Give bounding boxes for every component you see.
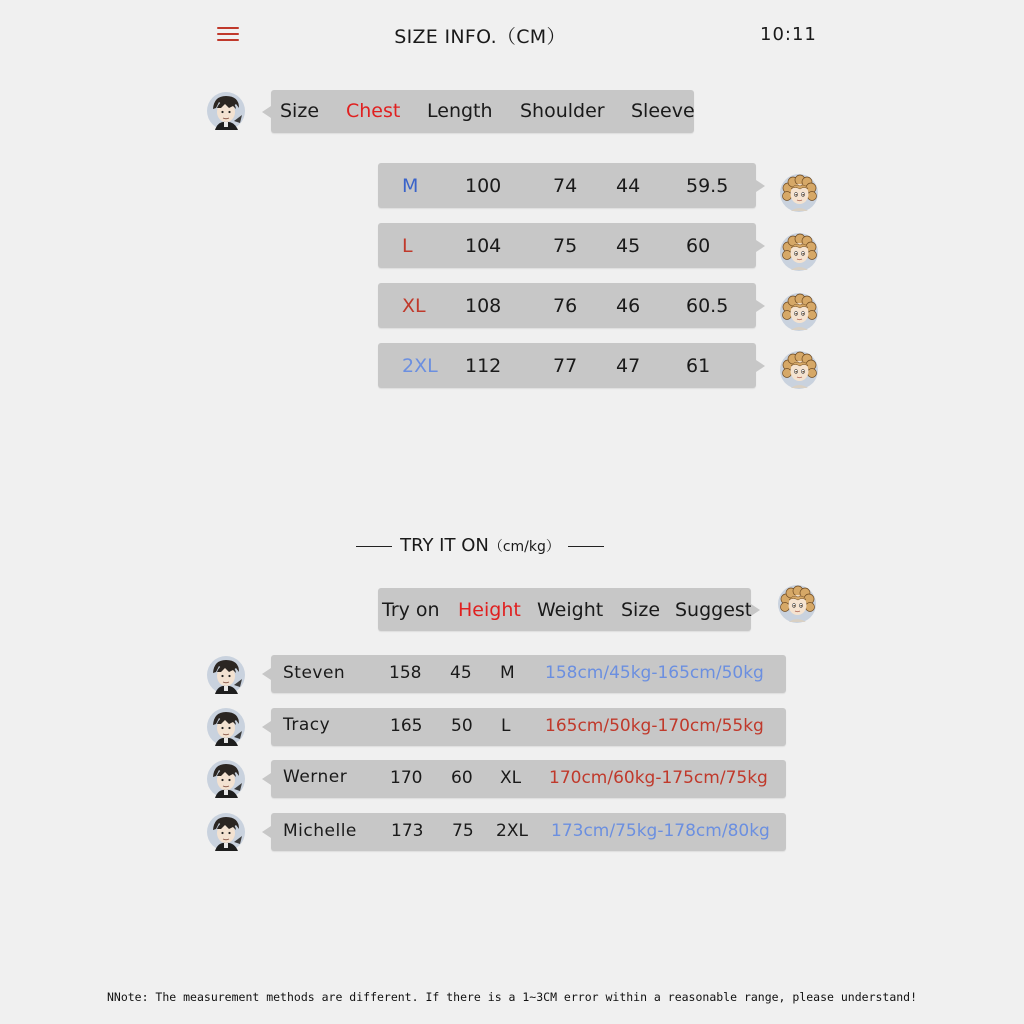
size-row-m (378, 163, 756, 208)
column-header-shoulder: Shoulder (520, 100, 605, 122)
weight-value: 50 (451, 716, 473, 736)
suggest-value: 165cm/50kg-170cm/55kg (545, 716, 764, 736)
column-header-height: Height (458, 599, 521, 621)
avatar-curly-hair (779, 292, 819, 332)
avatar-dark-hair (206, 91, 246, 131)
avatar-curly-hair (779, 350, 819, 390)
column-header-suggest: Suggest (675, 599, 753, 621)
avatar-dark-hair (206, 759, 246, 799)
size-label: XL (402, 295, 426, 317)
chest-value: 100 (465, 175, 502, 197)
sleeve-value: 60.5 (686, 295, 729, 317)
height-value: 170 (390, 768, 423, 788)
column-header-sleeve: Sleeve (631, 100, 695, 122)
size-label: 2XL (402, 355, 438, 377)
person-name: Michelle (283, 821, 357, 841)
column-header-size: Size (621, 599, 661, 621)
avatar-curly-hair (777, 584, 817, 624)
shoulder-value: 47 (616, 355, 641, 377)
weight-value: 75 (452, 821, 474, 841)
try-on-row-tracy (271, 708, 786, 746)
try-on-row-michelle (271, 813, 786, 851)
height-value: 165 (390, 716, 423, 736)
person-name: Werner (283, 767, 348, 787)
try-on-row-werner (271, 760, 786, 798)
person-name: Steven (283, 663, 346, 683)
column-header-size: Size (280, 100, 320, 122)
length-value: 74 (553, 175, 578, 197)
weight-value: 45 (450, 663, 472, 683)
divider-right (568, 546, 604, 547)
measurement-note: NNote: The measurement methods are different. If there is a 1~3CM error within a reasonable range, please understand! (106, 990, 918, 1004)
column-header-length: Length (427, 100, 493, 122)
sleeve-value: 61 (686, 355, 711, 377)
avatar-curly-hair (779, 232, 819, 272)
size-label: M (402, 175, 419, 197)
chest-value: 112 (465, 355, 502, 377)
size-label: L (402, 235, 413, 257)
try-on-header-bubble (378, 588, 751, 631)
height-value: 158 (389, 663, 422, 683)
size-value: XL (500, 768, 522, 788)
weight-value: 60 (451, 768, 473, 788)
size-row-l (378, 223, 756, 268)
size-header-bubble (271, 90, 694, 133)
size-value: L (501, 716, 511, 736)
person-name: Tracy (283, 715, 331, 735)
avatar-dark-hair (206, 655, 246, 695)
suggest-value: 173cm/75kg-178cm/80kg (551, 821, 770, 841)
page-title: SIZE INFO.（CM） (394, 26, 566, 48)
shoulder-value: 44 (616, 175, 641, 197)
size-row-xl (378, 283, 756, 328)
suggest-value: 158cm/45kg-165cm/50kg (545, 663, 764, 683)
try-on-unit: （cm/kg） (488, 539, 560, 555)
shoulder-value: 46 (616, 295, 641, 317)
length-value: 77 (553, 355, 578, 377)
suggest-value: 170cm/60kg-175cm/75kg (549, 768, 768, 788)
divider-left (356, 546, 392, 547)
length-value: 76 (553, 295, 578, 317)
column-header-weight: Weight (537, 599, 604, 621)
chest-value: 104 (465, 235, 502, 257)
section-title-try-on (0, 535, 960, 556)
size-value: 2XL (496, 821, 528, 841)
status-time: 10:11 (760, 24, 817, 45)
chest-value: 108 (465, 295, 502, 317)
avatar-curly-hair (779, 173, 819, 213)
try-on-row-steven (271, 655, 786, 693)
sleeve-value: 59.5 (686, 175, 729, 197)
avatar-dark-hair (206, 707, 246, 747)
shoulder-value: 45 (616, 235, 641, 257)
size-row-2xl (378, 343, 756, 388)
sleeve-value: 60 (686, 235, 711, 257)
size-value: M (500, 663, 515, 683)
height-value: 173 (391, 821, 424, 841)
length-value: 75 (553, 235, 578, 257)
column-header-try-on: Try on (382, 599, 440, 621)
avatar-dark-hair (206, 812, 246, 852)
try-on-title: TRY IT ON (400, 535, 489, 556)
column-header-chest: Chest (346, 100, 401, 122)
